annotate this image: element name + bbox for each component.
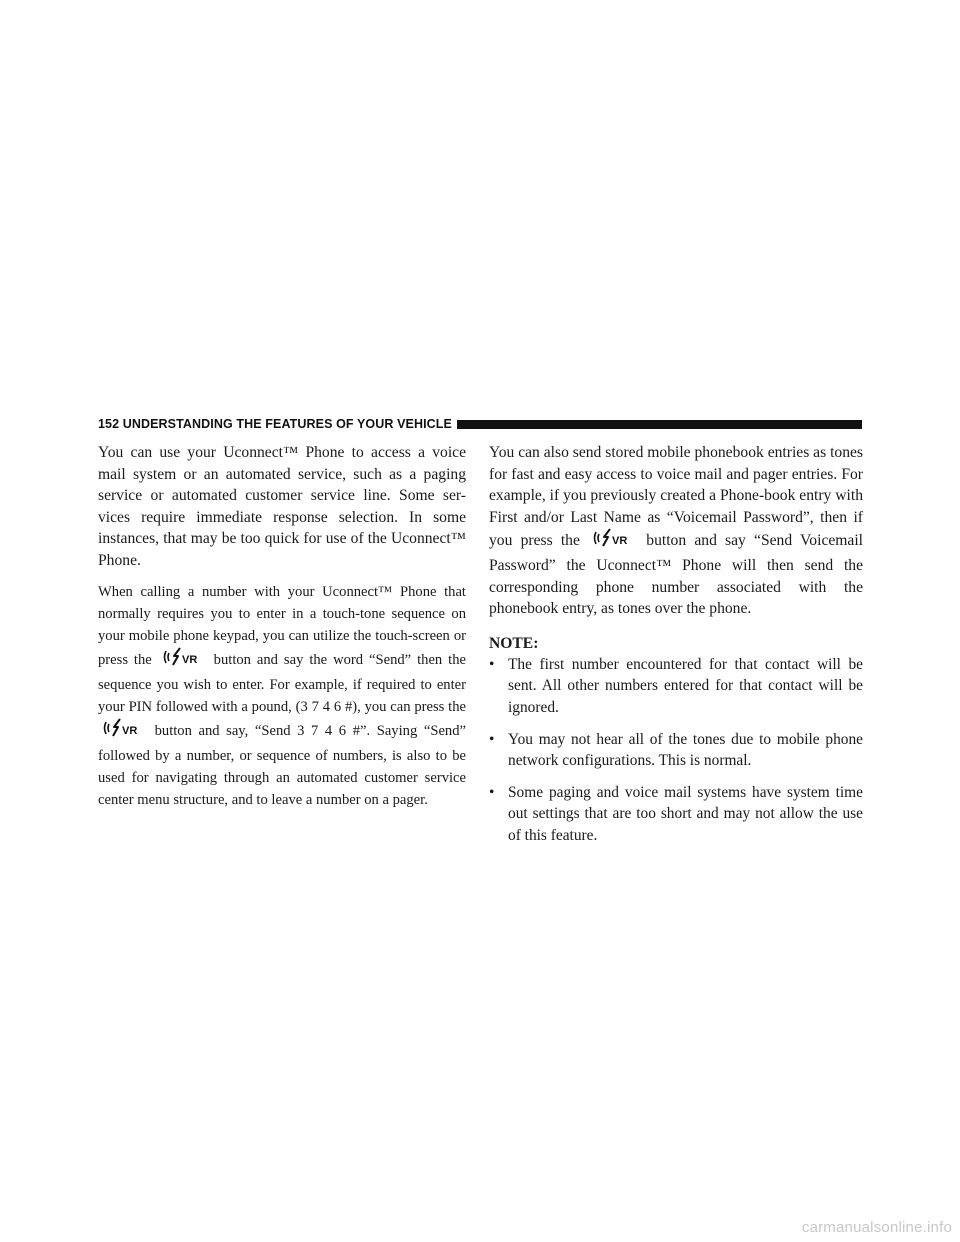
svg-text:VR: VR [181, 653, 197, 666]
header-rule [457, 420, 862, 429]
note-bullet-list [489, 654, 863, 847]
right-column [489, 442, 863, 857]
bullet-text: The first number encountered for that contact will be sent. All other numbers entered for that contact will be ignored. [508, 655, 863, 716]
voice-recognition-icon [592, 528, 634, 555]
bullet-icon: • [489, 730, 495, 748]
touch-tone-paragraph [98, 581, 466, 811]
note-heading: NOTE: [489, 634, 539, 652]
touch-tone-text-3: button and say, “Send 3 7 4 6 #”. Saying “Send” followed by a number, or sequence of numbers, is also to be used for navigating through an automated customer service center menu structure, and to leave a number on a pager. [98, 722, 466, 808]
list-item [489, 782, 863, 847]
left-column [98, 442, 466, 811]
voice-mail-paragraph: You can use your Uconnect™ Phone to access a voice mail system or an automated service, such as a paging service or automated customer service line. Some ser-vices require immediate response selection. In some instances, that may be too quick for use of the Uconnect™ Phone. [98, 444, 466, 569]
voice-recognition-icon [162, 647, 204, 674]
list-item [489, 729, 863, 772]
touch-tone-text-1: When calling a number with your Uconnect™ Phone that normally requires you to enter in a touch-tone sequence on your mobile phone keypad, you can utilize the touch-screen or press the [98, 583, 466, 668]
voice-recognition-icon [102, 718, 144, 745]
bullet-icon: • [489, 783, 495, 801]
list-item [489, 654, 863, 719]
site-watermark: carmanualsonline.info [801, 1219, 952, 1236]
phonebook-text-1: You can also send stored mobile phonebook entries as tones for fast and easy access to voice mail and pager entries. For example, if you previously created a Phone-book entry with First and/or Last Name as “Voicemail Password”, then if you press the [489, 444, 863, 550]
page-header-label: 152 UNDERSTANDING THE FEATURES OF YOUR VEHICLE [98, 417, 452, 431]
bullet-icon: • [489, 655, 495, 673]
bullet-text: You may not hear all of the tones due to mobile phone network configurations. This is normal. [508, 730, 863, 770]
touch-tone-text-2: button and say the word “Send” then the sequence you wish to enter. For example, if required to enter your PIN followed with a pound, (3 7 4 6 #), you can press the [98, 651, 466, 715]
phonebook-tones-paragraph [489, 442, 863, 620]
page-header [98, 415, 862, 433]
bullet-text: Some paging and voice mail systems have system time out settings that are too short and may not allow the use of this feature. [508, 783, 863, 844]
phonebook-text-2: button and say “Send Voicemail Password” the Uconnect™ Phone will then send the corresponding phone number associated with the phonebook entry, as tones over the phone. [489, 532, 863, 618]
svg-text:VR: VR [122, 724, 138, 737]
svg-text:VR: VR [612, 535, 628, 548]
